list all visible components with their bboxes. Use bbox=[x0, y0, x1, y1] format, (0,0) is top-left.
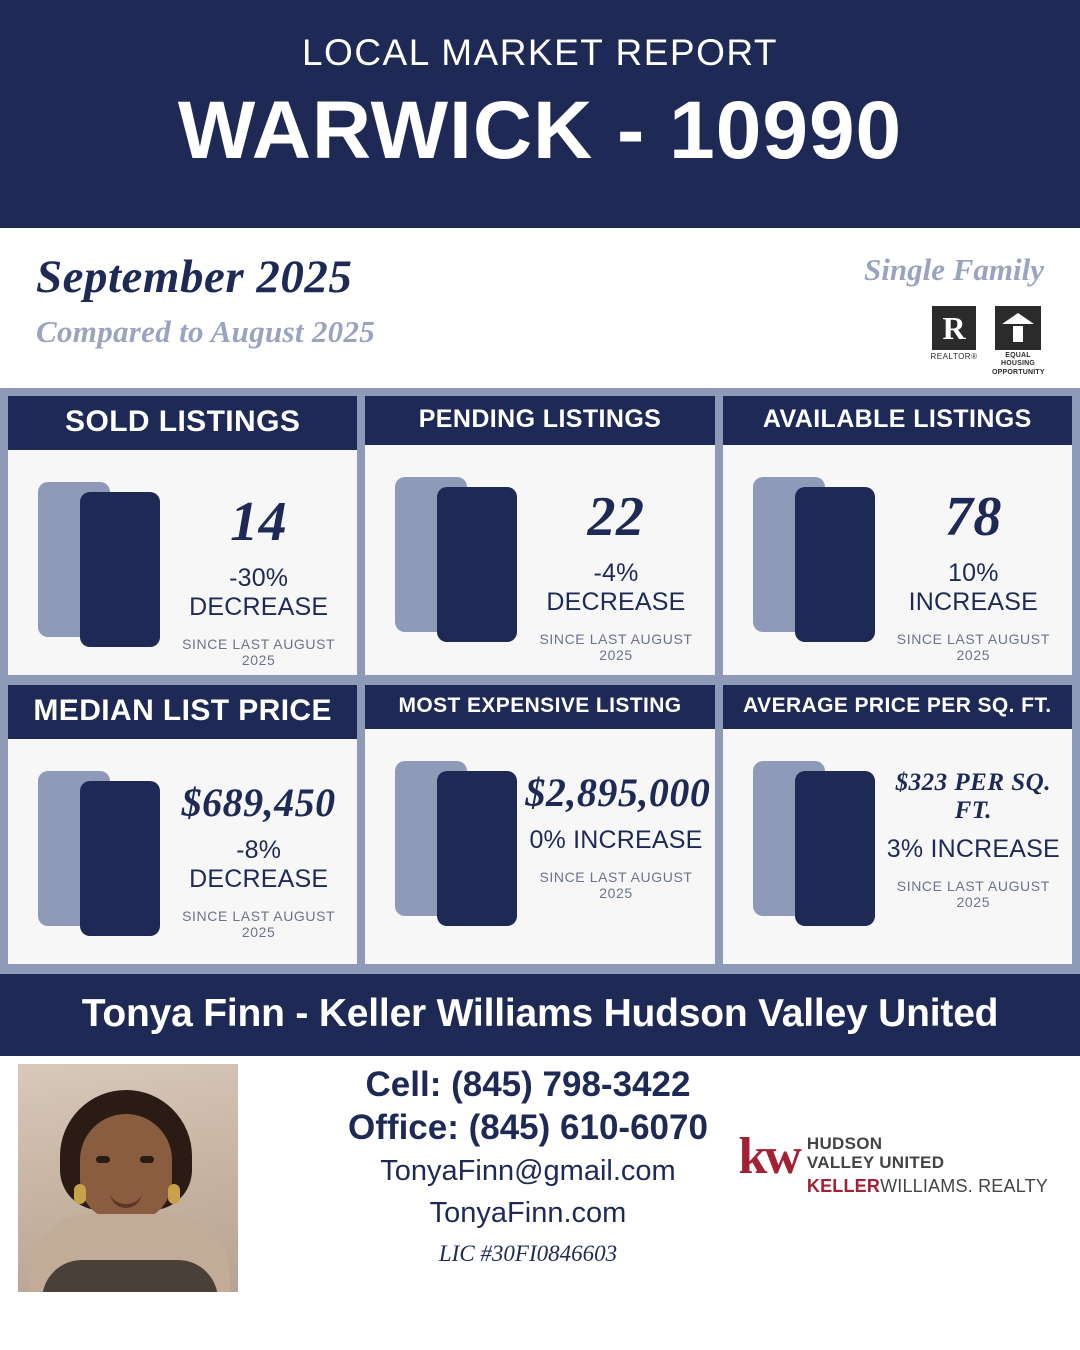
report-comparison-period: Compared to August 2025 bbox=[36, 314, 376, 349]
stat-card-body bbox=[8, 450, 357, 675]
license-number: LIC #30FI0846603 bbox=[438, 1240, 618, 1266]
stat-card-body bbox=[723, 729, 1072, 954]
kw-brand-line bbox=[807, 1176, 1048, 1197]
stat-card-body bbox=[365, 729, 714, 954]
kw-market-center-line2: VALLEY UNITED bbox=[806, 1153, 945, 1173]
house-door-shape bbox=[1013, 326, 1023, 342]
decorative-bar-front bbox=[437, 487, 517, 642]
stat-since: SINCE LAST AUGUST 2025 bbox=[896, 631, 1050, 663]
headshot-shoulders bbox=[42, 1260, 218, 1292]
stat-card-body bbox=[723, 445, 1072, 670]
kw-brand-keller: KELLER bbox=[806, 1176, 881, 1197]
headshot-earring-right bbox=[168, 1184, 180, 1204]
headshot-eye-left bbox=[96, 1156, 110, 1163]
stat-values bbox=[168, 779, 349, 940]
headshot-earring-left bbox=[74, 1184, 86, 1204]
decorative-bar-front bbox=[80, 781, 160, 936]
stats-panel bbox=[0, 388, 1080, 974]
stat-since: SINCE LAST AUGUST 2025 bbox=[896, 878, 1050, 910]
contact-email[interactable]: TonyaFinn@gmail.com bbox=[380, 1155, 676, 1188]
stat-values bbox=[525, 485, 706, 663]
realtor-mark: R bbox=[932, 306, 976, 350]
kw-brand-rest: WILLIAMS. REALTY bbox=[880, 1176, 1048, 1197]
equal-housing-house-glyph bbox=[995, 306, 1041, 350]
stat-card-median-list-price bbox=[8, 685, 357, 964]
stat-card-pending-listings bbox=[365, 396, 714, 675]
report-month: September 2025 bbox=[36, 251, 353, 303]
stat-values bbox=[883, 485, 1064, 663]
stat-card-average-price-per-sqft bbox=[723, 685, 1072, 964]
stat-change: -4% DECREASE bbox=[546, 559, 686, 616]
stat-card-title: AVAILABLE LISTINGS bbox=[723, 396, 1072, 445]
stat-card-sold-listings bbox=[8, 396, 357, 675]
kw-market-center-line1: HUDSON bbox=[806, 1134, 883, 1153]
agent-name-bar: Tonya Finn - Keller Williams Hudson Valley United bbox=[0, 974, 1080, 1056]
stat-card-title: AVERAGE PRICE PER SQ. FT. bbox=[723, 685, 1072, 729]
stat-card-most-expensive-listing bbox=[365, 685, 714, 964]
stat-change: 10% INCREASE bbox=[908, 559, 1039, 616]
equal-housing-icon bbox=[992, 306, 1044, 377]
kw-wordmark-icon: kw bbox=[738, 1128, 799, 1185]
stat-card-title: PENDING LISTINGS bbox=[365, 396, 714, 445]
stat-change: -30% DECREASE bbox=[189, 564, 329, 621]
equal-housing-caption-line1: EQUAL HOUSING bbox=[1000, 352, 1036, 367]
decorative-bar-front bbox=[437, 771, 517, 926]
house-roof-shape bbox=[1002, 313, 1034, 324]
realtor-icon bbox=[930, 306, 978, 361]
stat-card-available-listings bbox=[723, 396, 1072, 675]
contact-block bbox=[248, 1064, 808, 1267]
page-title: WARWICK - 10990 bbox=[177, 85, 903, 176]
report-subheader bbox=[0, 228, 1080, 388]
stat-since: SINCE LAST AUGUST 2025 bbox=[539, 631, 693, 663]
stat-values bbox=[883, 769, 1064, 910]
kw-logo-text bbox=[807, 1134, 1048, 1197]
stat-card-title: MOST EXPENSIVE LISTING bbox=[365, 685, 714, 729]
realtor-caption: REALTOR® bbox=[930, 352, 978, 361]
stat-values bbox=[168, 490, 349, 668]
stat-value: 22 bbox=[587, 486, 645, 548]
stat-value: $323 PER SQ. FT. bbox=[895, 769, 1051, 824]
compliance-badges bbox=[930, 306, 1044, 377]
report-header bbox=[0, 0, 1080, 228]
report-eyebrow: LOCAL MARKET REPORT bbox=[301, 32, 779, 73]
equal-housing-caption-line2: OPPORTUNITY bbox=[992, 369, 1045, 377]
decorative-bar-front bbox=[80, 492, 160, 647]
decorative-bar-front bbox=[795, 771, 875, 926]
stat-value: $689,450 bbox=[181, 780, 336, 825]
stat-value: 78 bbox=[944, 486, 1002, 548]
stat-card-body bbox=[365, 445, 714, 670]
report-footer bbox=[0, 1056, 1080, 1299]
stat-since: SINCE LAST AUGUST 2025 bbox=[182, 636, 336, 668]
keller-williams-logo bbox=[738, 1128, 1048, 1197]
stats-row-2 bbox=[8, 685, 1072, 964]
stat-value: $2,895,000 bbox=[525, 770, 711, 815]
stat-card-body bbox=[8, 739, 357, 964]
stat-change: 3% INCREASE bbox=[886, 835, 1060, 863]
stat-change: -8% DECREASE bbox=[189, 836, 329, 893]
headshot-eye-right bbox=[140, 1156, 154, 1163]
agent-headshot bbox=[18, 1064, 238, 1292]
contact-office-phone[interactable]: Office: (845) 610-6070 bbox=[348, 1107, 708, 1147]
stat-card-title: SOLD LISTINGS bbox=[8, 396, 357, 450]
contact-cell-phone[interactable]: Cell: (845) 798-3422 bbox=[365, 1065, 691, 1104]
stat-since: SINCE LAST AUGUST 2025 bbox=[182, 908, 336, 940]
contact-website[interactable]: TonyaFinn.com bbox=[429, 1197, 627, 1230]
stats-row-1 bbox=[8, 396, 1072, 675]
stat-since: SINCE LAST AUGUST 2025 bbox=[539, 869, 693, 901]
stat-value: 14 bbox=[230, 491, 288, 553]
stat-values bbox=[525, 769, 711, 901]
stat-change: 0% INCREASE bbox=[529, 826, 703, 854]
property-type-label: Single Family bbox=[864, 252, 1044, 287]
decorative-bar-front bbox=[795, 487, 875, 642]
stat-card-title: MEDIAN LIST PRICE bbox=[8, 685, 357, 739]
